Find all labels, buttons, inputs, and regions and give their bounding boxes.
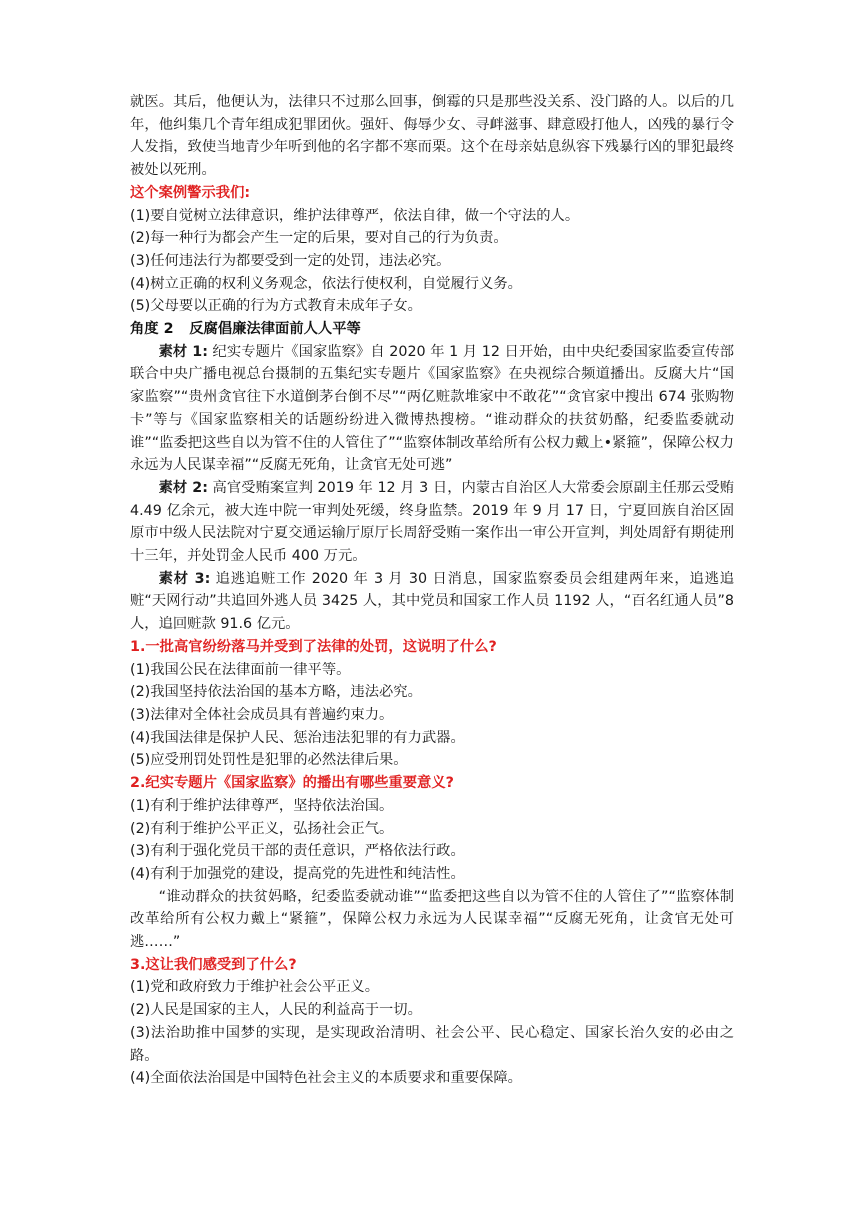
lesson-item: (4)树立正确的权利义务观念，依法行使权利，自觉履行义务。 bbox=[130, 275, 522, 292]
lesson-item: (1)要自觉树立法律意识，维护法律尊严，依法自律，做一个守法的人。 bbox=[130, 207, 580, 224]
question-heading: 3.这让我们感受到了什么? bbox=[130, 956, 297, 973]
case-intro-paragraph: 就医。其后，他便认为，法律只不过那么回事，倒霉的只是那些没关系、没门路的人。以后的几年，他纠集几个青年组成犯罪团伙。强奸、侮辱少女、寻衅滋事、肆意殴打他人，凶残的暴行令人发指，致使当地青少年听到他的名字都不寒而栗。这个在母亲姑息纵容下残暴行凶的罪犯最终被处以死刑。 bbox=[130, 94, 734, 179]
answer-item: (3)法律对全体社会成员具有普遍约束力。 bbox=[130, 706, 394, 723]
angle-label: 角度 2 bbox=[130, 321, 174, 338]
answer-item: (1)我国公民在法律面前一律平等。 bbox=[130, 661, 351, 678]
lesson-item: (2)每一种行为都会产生一定的后果，要对自己的行为负责。 bbox=[130, 230, 508, 247]
question-heading: 2.纪实专题片《国家监察》的播出有哪些重要意义? bbox=[130, 775, 454, 792]
answer-item: (1)有利于维护法律尊严，坚持依法治国。 bbox=[130, 797, 394, 814]
material-label: 素材 1: bbox=[158, 343, 208, 360]
answer-item: (1)党和政府致力于维护社会公平正义。 bbox=[130, 979, 379, 996]
material-paragraph bbox=[130, 341, 734, 477]
answer-item: (2)我国坚持依法治国的基本方略，违法必究。 bbox=[130, 684, 422, 701]
answer-item: (2)人民是国家的主人，人民的利益高于一切。 bbox=[130, 1002, 422, 1019]
material-paragraph bbox=[130, 568, 734, 636]
material-text: 追逃追赃工作 2020 年 3 月 30 日消息，国家监察委员会组建两年来，追逃追赃“天网行动”共追回外逃人员 3425 人，其中党员和国家工作人员 1192 人，“百名红通人员”8 人，追回赃款 91.6 亿元。 bbox=[130, 570, 734, 633]
document-page bbox=[130, 91, 734, 1090]
material-paragraph bbox=[130, 477, 734, 568]
answer-item: (2)有利于维护公平正义，弘扬社会正气。 bbox=[130, 820, 394, 837]
material-text: 纪实专题片《国家监察》自 2020 年 1 月 12 日开始，由中央纪委国家监委宣传部联合中央广播电视总台摄制的五集纪实专题片《国家监察》在央视综合频道播出。反腐大片“国家监察”“贵州贪官往下水道倒茅台倒不尽”“两亿赃款堆家中不敢花”“贪官家中搜出 674 张购物卡”等与《国家监察相关的话题纷纷进入微博热搜榜。“谁动群众的扶贫奶酪，纪委监委就动谁”“监委把这些自以为管不住的人管住了”“监察体制改革给所有公权力戴上•紧箍”，保障公权力永远为人民谋幸福”“反腐无死角，让贪官无处可逃” bbox=[130, 343, 734, 474]
lesson-item: (5)父母要以正确的行为方式教育未成年子女。 bbox=[130, 298, 422, 315]
material-label: 素材 3: bbox=[158, 570, 211, 587]
question-heading: 1.一批高官纷纷落马并受到了法律的处罚，这说明了什么? bbox=[130, 638, 497, 655]
answer-item: (5)应受刑罚处罚性是犯罪的必然法律后果。 bbox=[130, 752, 408, 769]
quote-paragraph: “谁动群众的扶贫妈略，纪委监委就动谁”“监委把这些自以为管不住的人管住了”“监察体制改革给所有公权力戴上“紧箍”，保障公权力永远为人民谋幸福”“反腐无死角，让贪官无处可逃……” bbox=[130, 888, 734, 951]
angle-heading bbox=[130, 318, 734, 341]
lesson-heading: 这个案例警示我们: bbox=[130, 184, 251, 201]
material-text: 高官受贿案宣判 2019 年 12 月 3 日，内蒙古自治区人大常委会原副主任那云受贿 4.49 亿余元，被大连中院一审判处死缓，终身监禁。2019 年 9 月 17 日，宁夏回族自治区固原市中级人民法院对宁夏交通运输厅原厅长周舒受贿一案作出一审公开宣判，判处周舒有期徒刑十三年，并处罚金人民币 400 万元。 bbox=[130, 479, 734, 565]
answer-item: (3)有利于强化党员干部的责任意识，严格依法行政。 bbox=[130, 843, 465, 860]
answer-item: (3)法治助推中国梦的实现，是实现政治清明、社会公平、民心稳定、国家长治久安的必由之路。 bbox=[130, 1024, 734, 1064]
answer-item: (4)全面依法治国是中国特色社会主义的本质要求和重要保障。 bbox=[130, 1070, 522, 1087]
answer-item: (4)我国法律是保护人民、惩治违法犯罪的有力武器。 bbox=[130, 729, 465, 746]
answer-item: (4)有利于加强党的建设，提高党的先进性和纯洁性。 bbox=[130, 865, 465, 882]
material-label: 素材 2: bbox=[158, 479, 208, 496]
angle-title: 反腐倡廉法律面前人人平等 bbox=[189, 321, 361, 338]
lesson-item: (3)任何违法行为都要受到一定的处罚，违法必究。 bbox=[130, 252, 451, 269]
